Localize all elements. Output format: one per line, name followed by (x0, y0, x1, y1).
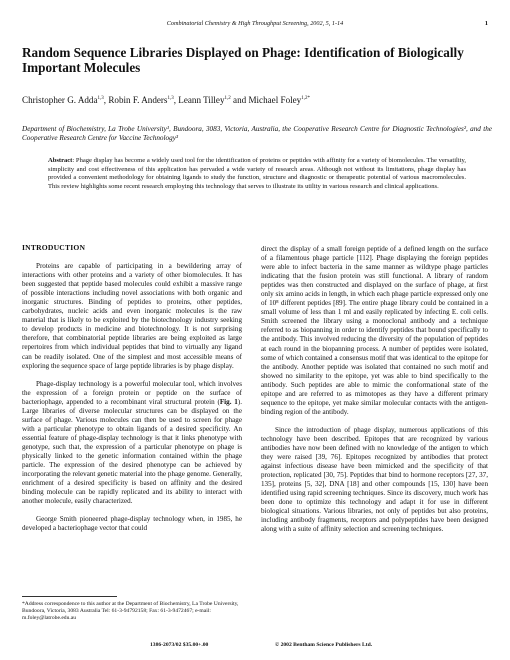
affiliation: Department of Biochemistry, La Trobe University¹, Bundoora, 3083, Victoria, Australia, the Cooperative Research Centre for Diagnostic Technologies², and the Cooperative Research Centre for Vaccine Technology³ (22, 125, 492, 142)
author-name: Christopher G. Adda (22, 95, 98, 105)
author-affil-mark: 1,2* (301, 95, 310, 101)
paragraph: Since the introduction of phage display, numerous applications of this technology have been described. Epitopes that are recognized by various antibodies have now been defined with no knowledge of the antigen to which they were raised [39, 76]. Epitopes recognized by antibodies that protect against infectious disease have been mimicked and the specificity of that protection, replicated [30, 75]. Peptides that bind to hormone receptors [27, 37, 135], proteins [5, 32], DNA [18] and other compounds [15, 130] have been identified using rapid screening techniques. Since its discovery, much work has been done to optimize this technology and adapt it for use in different biological situations. Various libraries, not only of peptides but also proteins, including antibody fragments, receptors and polypeptides have been designed along with a suite of affinity selection and screening techniques. (261, 425, 488, 534)
author-list (22, 95, 492, 105)
paragraph: direct the display of a small foreign peptide of a defined length on the surface of a filamentous phage particle [112]. Phage displaying the foreign peptides were able to infect bacteria in the same manner as wildtype phage particles indicating that the fusion protein was still functional. A library of random peptides was then constructed and displayed on the surface of phage, at first only six amino acids in length, in which each phage particle expressed only one of 10⁸ different peptides [89]. The entire phage library could be contained in a small volume of less than 1 ml and easily replicated by infecting E. coli cells. Smith screened the library using a monoclonal antibody and a technique referred to as biopanning in order to identify peptides that bound specifically to the antibody. This involved reducing the diversity of the population of peptides at each round in the biopanning process. A number of peptides were isolated, some of which contained a consensus motif that was identical to the epitope for the antibody. Another peptide was isolated that contained no such motif and showed no similarity to the epitope, yet was able to bind specifically to the antibody. Such peptides are able to mimic the conformational state of the epitope and are referred to as mimotopes as they have a different primary sequence to the epitope, yet make similar molecular contacts with the antigen-binding region of the antibody. (261, 245, 488, 416)
author-name: and Michael Foley (230, 95, 302, 105)
section-heading-introduction: INTRODUCTION (22, 243, 86, 252)
paragraph: Proteins are capable of participating in a bewildering array of interactions with other proteins and a variety of other biomolecules. It has been suggested that peptide based molecules could exhibit a massive range of possible interactions including novel associations with both organic and inorganic structures. Binding of peptides to proteins, other peptides, carbohydrates, nucleic acids and even inorganic molecules is the raw material that is likely to be exploited by the biotechnology industry seeking to develop products in medicine and biotechnology. It is not surprising therefore, that combinatorial peptide libraries are being exploited as large repertoires from which individual peptides that bind to virtually any ligand can be readily isolated. One of the simplest and most accessible means of exploring the sequence space of large peptide libraries is by phage display. (22, 262, 242, 370)
page-number: 1 (484, 20, 488, 27)
abstract (48, 157, 466, 191)
footer-issn-price: 1386-2073/02 $35.00+.00 (150, 642, 209, 648)
paragraph-text: ). Large libraries of diverse molecular structures can be displayed on the surface of phage. Various molecules can then be used to screen for phage with a particular phenotype to obtain ligands of a desired specificity. An essential feature of phage-display technology is that it links phenotype with genotype, such that, the expression of a particular phenotype on phage is physically linked to the genetic information contained within the phage particle. The expression of the desired phenotype can be achieved by incorporating the relevant genetic material into the phage genome. Generally, enrichment of a desired specificity is based on affinity and the desired binding molecule can be rapidly replicated and its ability to interact with another molecule, easily characterized. (22, 397, 242, 506)
right-column (261, 245, 488, 543)
correspondence-footnote: *Address correspondence to this author at the Department of Biochemistry, La Trobe University, Bundoora, Victoria, 3083 Australia Tel: 61-3-94792158; Fax: 61-3-9472467; e-mail: m.foley@latrobe.edu.au (22, 601, 239, 622)
journal-header: Combinatorial Chemistry & High Throughput Screening, 2002, 5, 1-14 (166, 20, 344, 27)
author-affil-mark: 1,3 (167, 95, 174, 101)
author-affil-mark: 1,2 (224, 95, 231, 101)
author-name: , Robin F. Anders (103, 95, 168, 105)
footer-publisher: © 2002 Bentham Science Publishers Ltd. (275, 642, 373, 648)
author-affil-mark: 1,3 (97, 95, 104, 101)
paragraph-text: Phage-display technology is a powerful molecular tool, which involves the expression of a foreign protein or peptide on the surface of bacteriophage, appended to a recombinant viral structural protein ( (22, 379, 242, 406)
paragraph (22, 380, 242, 507)
abstract-text: : Phage display has become a widely used tool for the identification of proteins or peptides with affinity for a variety of biomolecules. The versatility, simplicity and cost effectiveness of this application has pervaded a wide variety of research areas. Although not without its limitations, phage display has provided a convenient methodology for obtaining ligands to study the function, structure and diagnostic or therapeutic potential of various macromolecules. This review highlights some recent research employing this technology that serves to illustrate its utility in various research and clinical applications. (48, 157, 466, 190)
abstract-label: Abstract (48, 157, 73, 164)
paper-title: Random Sequence Libraries Displayed on Phage: Identification of Biologically Important Molecules (22, 45, 464, 75)
paragraph: George Smith pioneered phage-display technology when, in 1985, he developed a bacteriophage vector that could (22, 515, 242, 533)
footnote-divider (22, 596, 117, 597)
author-name: , Leann Tilley (173, 95, 225, 105)
left-column (22, 243, 242, 542)
figure-reference: Fig. 1 (219, 397, 238, 406)
